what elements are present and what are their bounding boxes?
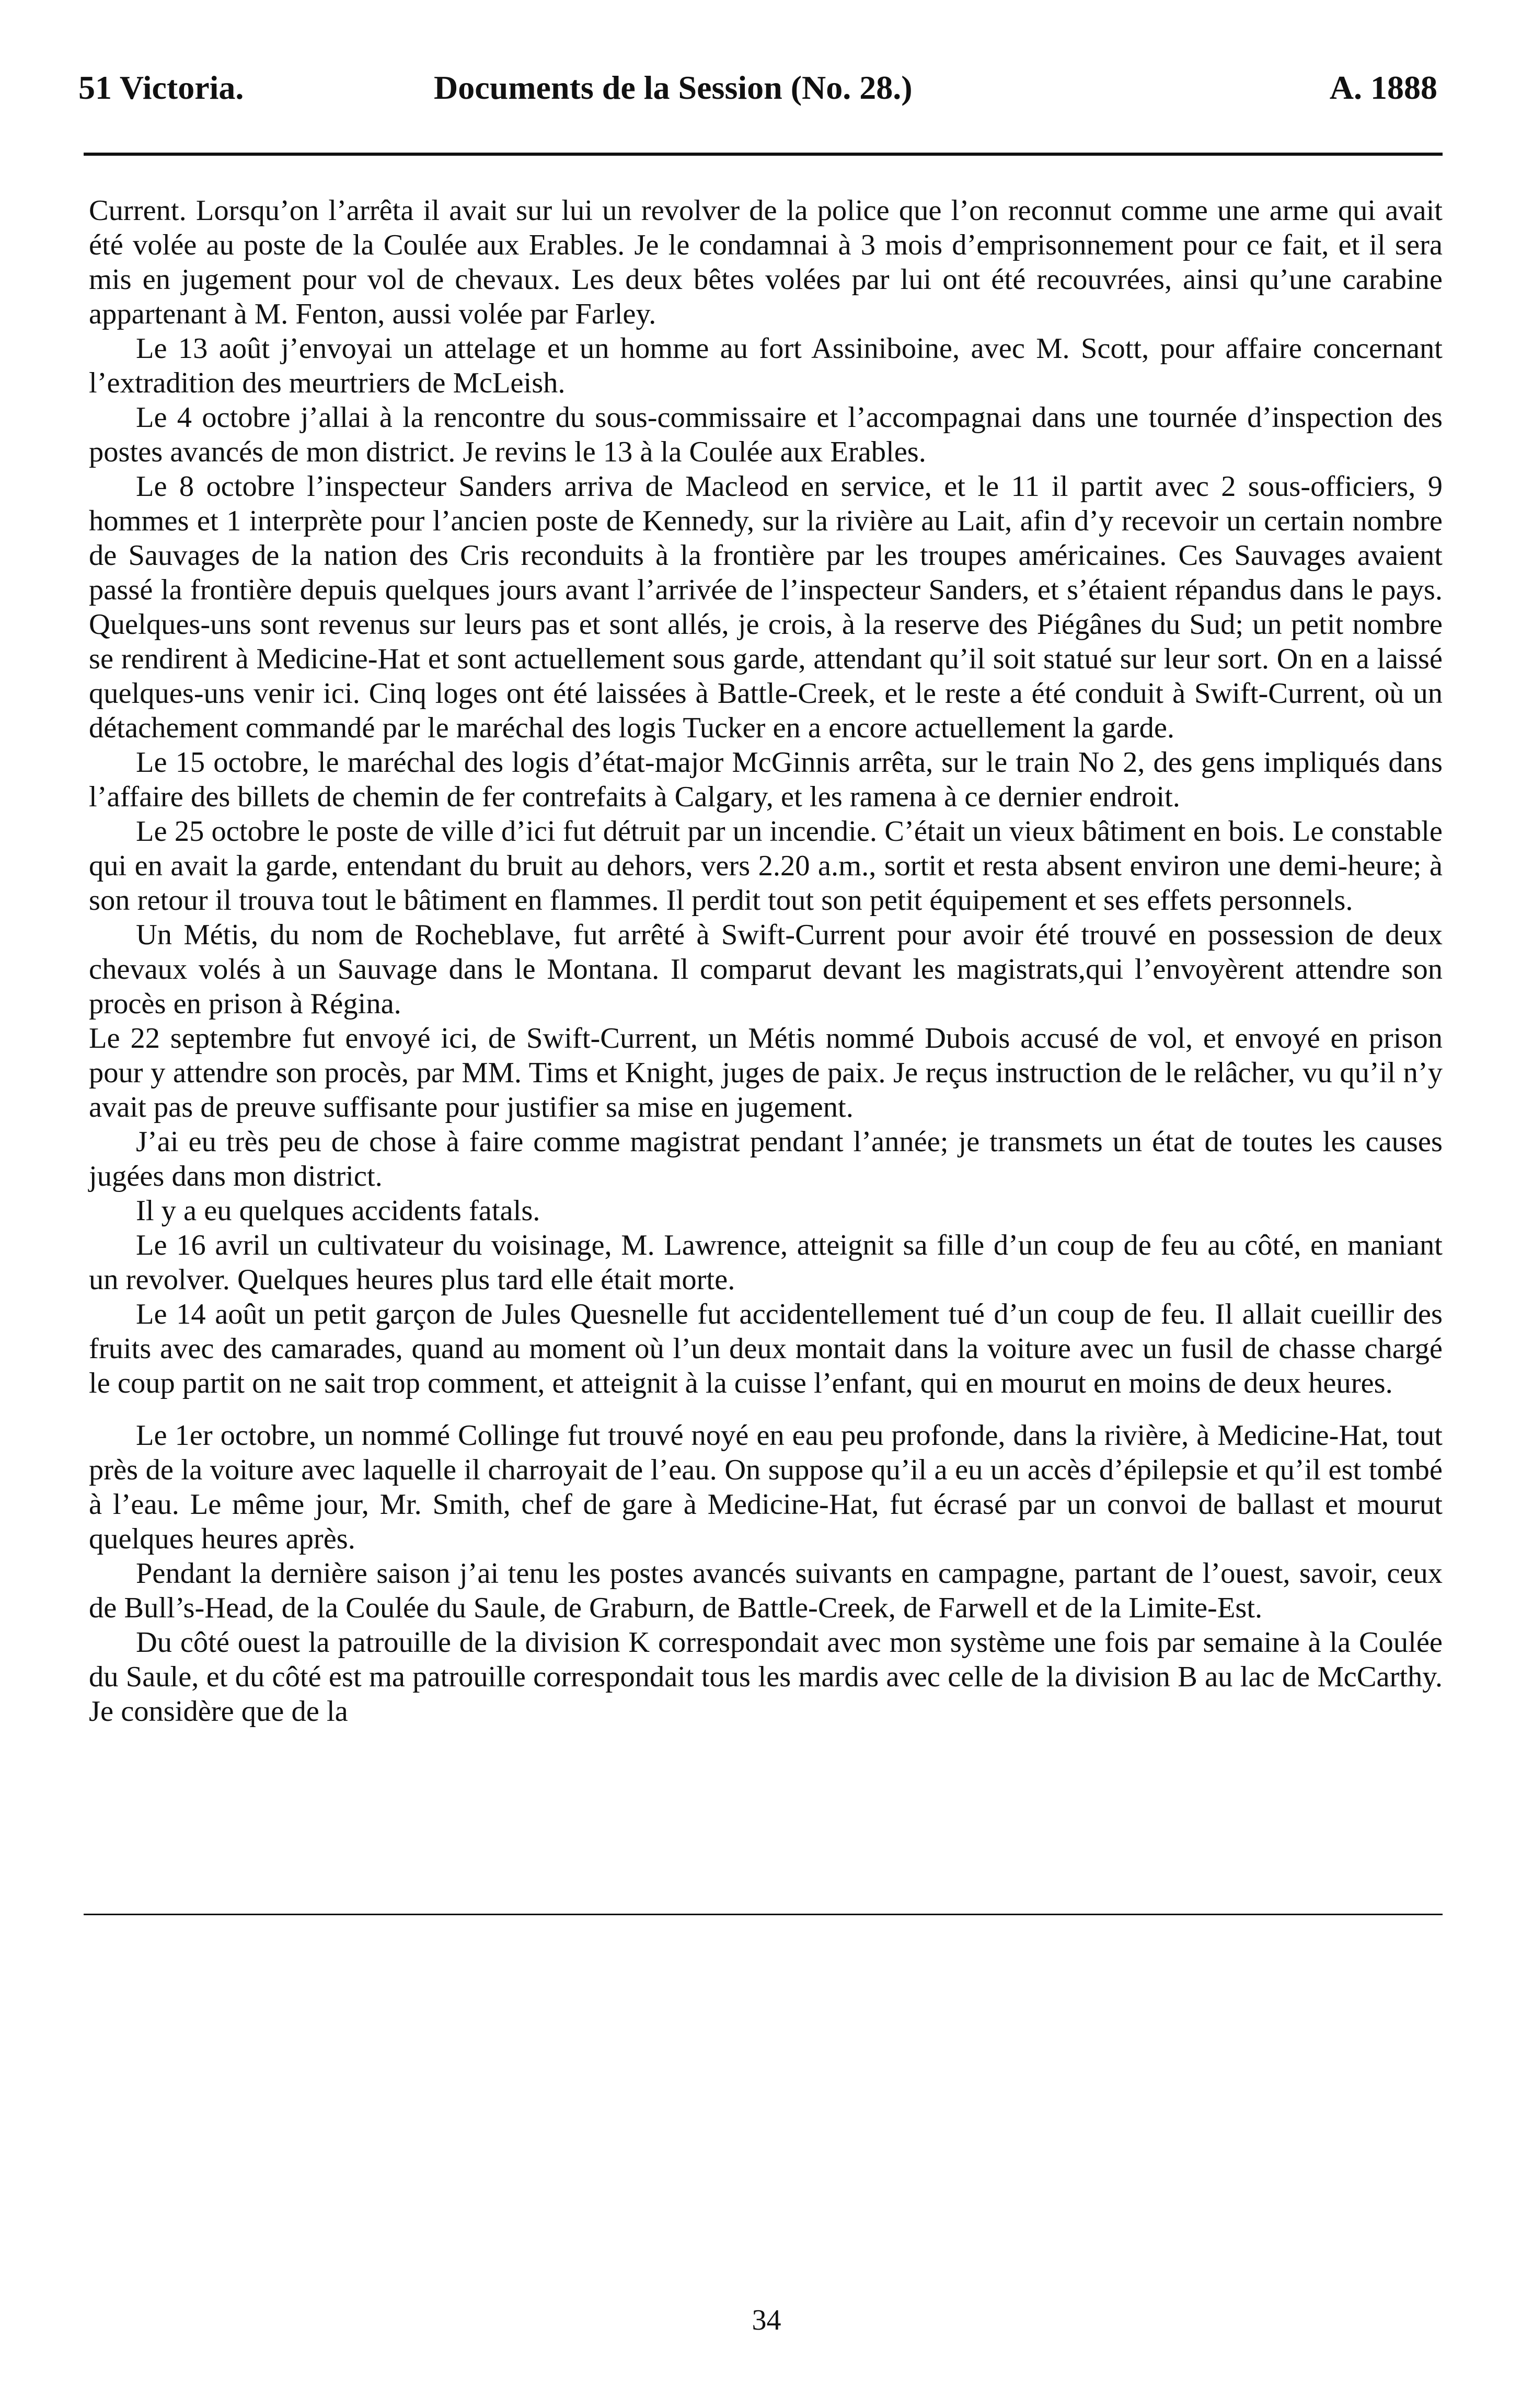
- paragraph: Current. Lorsqu’on l’arrêta il avait sur lui un revolver de la police que l’on reconnut comme une arme qui avait été volée au poste de la Coulée aux Erables. Je le condamnai à 3 mois d’emprisonnement pour ce fait, et il sera mis en jugement pour vol de chevaux. Les deux bêtes volées par lui ont été recouvrées, ainsi qu’une carabine appartenant à M. Fenton, aussi volée par Farley.: [89, 194, 1443, 330]
- paragraph: Le 16 avril un cultivateur du voisinage, M. Lawrence, atteignit sa fille d’un coup de feu au côté, en maniant un revolver. Quelques heures plus tard elle était morte.: [89, 1229, 1443, 1296]
- paragraph: Le 25 octobre le poste de ville d’ici fut détruit par un incendie. C’était un vieux bâtiment en bois. Le constable qui en avait la garde, entendant du bruit au dehors, vers 2.20 a.m., sortit et resta absent environ une demi-heure; à son retour il trouva tout le bâtiment en flammes. Il perdit tout son petit équipement et ses effets personnels.: [89, 815, 1443, 917]
- paragraph: Le 22 septembre fut envoyé ici, de Swift-Current, un Métis nommé Dubois accusé de vol, et envoyé en prison pour y attendre son procès, par MM. Tims et Knight, juges de paix. Je reçus instruction de le relâcher, vu qu’il n’y avait pas de preuve suffisante pour justifier sa mise en jugement.: [89, 1022, 1443, 1124]
- header-title: Documents de la Session (No. 28.): [434, 69, 913, 106]
- paragraph: Le 8 octobre l’inspecteur Sanders arriva de Macleod en service, et le 11 il partit avec 2 sous-officiers, 9 hommes et 1 interprète pour l’ancien poste de Kennedy, sur la rivière au Lait, afin d’y recevoir un certain nombre de Sauvages de la nation des Cris reconduits à la frontière par les troupes américaines. Ces Sauvages avaient passé la frontière depuis quelques jours avant l’arrivée de l’inspecteur Sanders, et s’étaient répandus dans le pays. Quelques-uns sont revenus sur leurs pas et sont allés, je crois, à la reserve des Piégânes du Sud; un petit nombre se rendirent à Medicine-Hat et sont actuellement sous garde, attendant qu’il soit statué sur leur sort. On en a laissé quelques-uns venir ici. Cinq loges ont été laissées à Battle-Creek, et le reste a été conduit à Swift-Current, où un détachement commandé par le maréchal des logis Tucker en a encore actuellement la garde.: [89, 470, 1443, 744]
- paragraph: Du côté ouest la patrouille de la division K correspondait avec mon système une fois par semaine à la Coulée du Saule, et du côté est ma patrouille correspondait tous les mardis avec celle de la division B au lac de McCarthy. Je considère que de la: [89, 1626, 1443, 1728]
- paragraph: Le 4 octobre j’allai à la rencontre du sous-commissaire et l’accompagnai dans une tournée d’inspection des postes avancés de mon district. Je revins le 13 à la Coulée aux Erables.: [89, 401, 1443, 468]
- paragraph: Un Métis, du nom de Rocheblave, fut arrêté à Swift-Current pour avoir été trouvé en possession de deux chevaux volés à un Sauvage dans le Montana. Il comparut devant les magistrats,qui l’envoyèrent attendre son procès en prison à Régina.: [89, 919, 1443, 1020]
- paragraph: Le 15 octobre, le maréchal des logis d’état-major McGinnis arrêta, sur le train No 2, des gens impliqués dans l’affaire des billets de chemin de fer contrefaits à Calgary, et les ramena à ce dernier endroit.: [89, 746, 1443, 813]
- paragraph: Il y a eu quelques accidents fatals.: [136, 1195, 540, 1227]
- paragraph: Pendant la dernière saison j’ai tenu les postes avancés suivants en campagne, partant de l’ouest, savoir, ceux de Bull’s-Head, de la Coulée du Saule, de Graburn, de Battle-Creek, de Farwell et de la Limite-Est.: [89, 1557, 1443, 1624]
- paragraph: J’ai eu très peu de chose à faire comme magistrat pendant l’année; je transmets un état de toutes les causes jugées dans mon district.: [89, 1126, 1443, 1193]
- paragraph: Le 14 août un petit garçon de Jules Quesnelle fut accidentellement tué d’un coup de feu. Il allait cueillir des fruits avec des camarades, quand au moment où l’un deux montait dans la voiture avec un fusil de chasse chargé le coup partit on ne sait trop comment, et atteignit à la cuisse l’enfant, qui en mourut en moins de deux heures.: [89, 1298, 1443, 1399]
- page-header: [78, 62, 1437, 114]
- header-year: A. 1888: [1329, 69, 1437, 106]
- header-volume: 51 Victoria.: [78, 69, 244, 106]
- page-number: 34: [752, 2304, 781, 2336]
- paragraph: Le 13 août j’envoyai un attelage et un homme au fort Assiniboine, avec M. Scott, pour affaire concernant l’extradition des meurtriers de McLeish.: [89, 332, 1443, 399]
- section-rule: [84, 1914, 1443, 1915]
- header-rule: [84, 153, 1443, 156]
- paragraph: Le 1er octobre, un nommé Collinge fut trouvé noyé en eau peu profonde, dans la rivière, à Medicine-Hat, tout près de la voiture avec laquelle il charroyait de l’eau. On suppose qu’il a eu un accès d’épilepsie et qu’il est tombé à l’eau. Le même jour, Mr. Smith, chef de gare à Medicine-Hat, fut écrasé par un convoi de ballast et mourut quelques heures après.: [89, 1419, 1443, 1555]
- document-body: [89, 193, 1443, 1729]
